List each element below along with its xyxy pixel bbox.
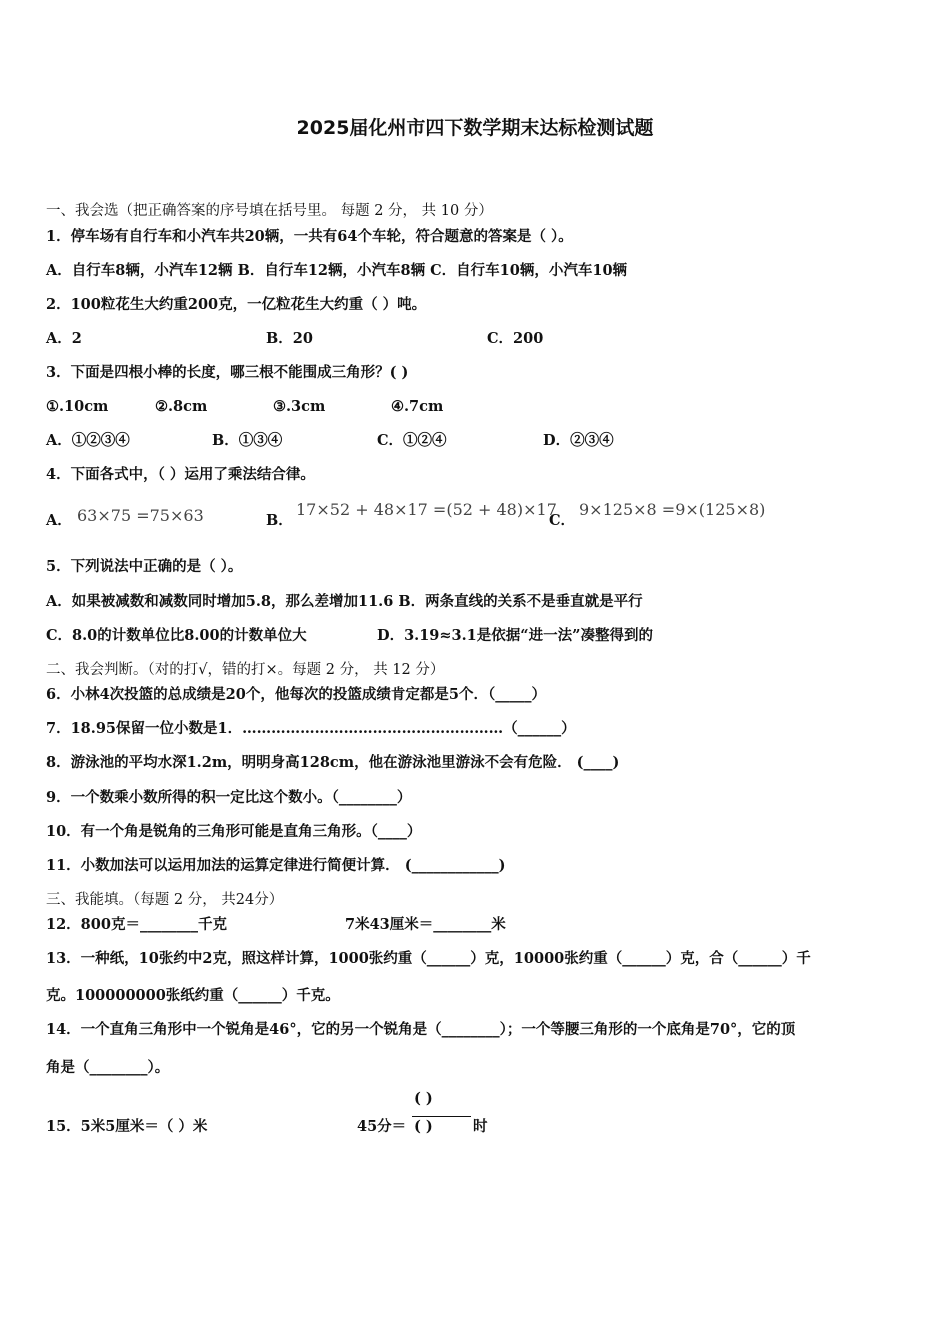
q15-part-b-suffix: 时 [473, 1118, 488, 1135]
q8: 8．游泳池的平均水深1.2m，明明身高128cm，他在游泳池里游泳不会有危险． (____) [46, 754, 620, 771]
q3-stick-3: ③.3cm [273, 398, 326, 415]
q15-part-b-prefix: 45分＝ [357, 1118, 407, 1135]
q14-line-1: 14．一个直角三角形中一个锐角是46°，它的另一个锐角是（________）；一个等腰三角形的一个底角是70°，它的顶 [46, 1021, 796, 1038]
q15-fraction-numerator: ( ) [414, 1090, 433, 1107]
q2-option-b: B．20 [266, 330, 313, 347]
q10: 10．有一个角是锐角的三角形可能是直角三角形。（____） [46, 823, 422, 840]
q4-option-a-label: A． [46, 512, 72, 529]
q3-stem: 3．下面是四根小棒的长度，哪三根不能围成三角形？( ) [46, 364, 409, 381]
q1-options: A．自行车8辆，小汽车12辆 B．自行车12辆，小汽车8辆 C．自行车10辆，小汽车10辆 [46, 262, 628, 279]
q11: 11．小数加法可以运用加法的运算定律进行简便计算． (____________) [46, 857, 506, 874]
q3-option-d: D．②③④ [543, 432, 614, 449]
q2-option-c: C．200 [487, 330, 544, 347]
q2-stem: 2．100粒花生大约重200克，一亿粒花生大约重（ ）吨。 [46, 296, 427, 313]
page-title: 2025届化州市四下数学期末达标检测试题 [296, 117, 654, 139]
q4-option-c-expression: 9×125×8 =9×(125×8) [579, 500, 766, 519]
q7: 7．18.95保留一位小数是1．………………………………………………（______） [46, 720, 576, 737]
q12-part-a: 12．800克＝________千克 [46, 916, 227, 933]
q4-option-c-label: C． [549, 512, 576, 529]
q13-line-1: 13．一种纸，10张约中2克，照这样计算，1000张约重（______）克，10000张约重（______）克，合（______）千 [46, 950, 811, 967]
q13-line-2: 克。100000000张纸约重（______）千克。 [46, 987, 340, 1004]
q5-option-d: D．3.19≈3.1是依据“进一法”凑整得到的 [377, 627, 653, 644]
q6: 6．小林4次投篮的总成绩是20个，他每次的投篮成绩肯定都是5个．（_____） [46, 686, 546, 703]
section-3-heading: 三、我能填。（每题 2 分， 共24分） [46, 892, 284, 908]
q2-option-a: A．2 [46, 330, 82, 347]
q14-line-2: 角是（________）。 [46, 1059, 170, 1076]
q3-stick-1: ①.10cm [46, 398, 109, 415]
q9: 9．一个数乘小数所得的积一定比这个数小。（________） [46, 789, 412, 806]
q5-option-c: C．8.0的计数单位比8.00的计数单位大 [46, 627, 307, 644]
q4-option-b-label: B． [266, 512, 293, 529]
q3-option-c: C．①②④ [377, 432, 447, 449]
q3-stick-4: ④.7cm [391, 398, 444, 415]
q4-option-b-expression: 17×52 + 48×17 =(52 + 48)×17 [296, 500, 557, 519]
q5-stem: 5．下列说法中正确的是（ ）。 [46, 558, 243, 575]
q15-fraction-denominator: ( ) [414, 1118, 433, 1135]
q4-option-a-expression: 63×75 =75×63 [77, 506, 204, 525]
q1-stem: 1．停车场有自行车和小汽车共20辆，一共有64个车轮，符合题意的答案是（ ）。 [46, 228, 573, 245]
section-2-heading: 二、我会判断。（对的打√，错的打×。每题 2 分， 共 12 分） [46, 662, 445, 678]
q5-options-ab: A．如果被减数和减数同时增加5.8，那么差增加11.6 B．两条直线的关系不是垂直就是平行 [46, 593, 643, 610]
q15-fraction-bar [412, 1116, 471, 1117]
q3-option-b: B．①③④ [212, 432, 283, 449]
q3-stick-2: ②.8cm [155, 398, 208, 415]
q15-part-a: 15．5米5厘米＝（ ）米 [46, 1118, 208, 1135]
q12-part-b: 7米43厘米＝________米 [345, 916, 506, 933]
q3-option-a: A．①②③④ [46, 432, 130, 449]
q4-stem: 4．下面各式中，（ ）运用了乘法结合律。 [46, 466, 315, 483]
section-1-heading: 一、我会选（把正确答案的序号填在括号里。 每题 2 分， 共 10 分） [46, 203, 493, 219]
